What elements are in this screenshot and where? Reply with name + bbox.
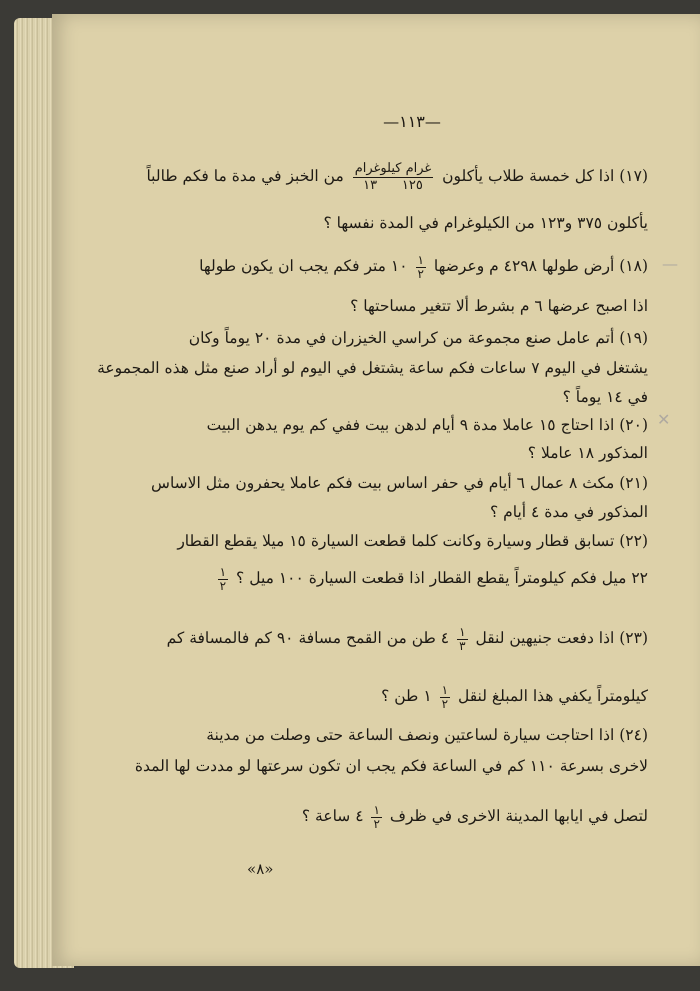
pencil-mark-icon: — — [662, 254, 678, 273]
problem-21-line-1: (٢١) مكث ٨ عمال ٦ أيام في حفر اساس بيت فكم عاملا يحفرون مثل الاساس — [151, 474, 648, 492]
problem-24-text-b: ٤ ساعة ؟ — [301, 807, 364, 826]
problem-18-text-a: (١٨) أرض طولها ٤٢٩٨ م وعرضها — [433, 257, 648, 276]
problem-17-unit-fraction — [353, 161, 434, 193]
pencil-cross-mark-icon: ✕ — [657, 410, 671, 429]
problem-23-text-a: (٢٣) اذا دفعت جنيهين لنقل — [475, 629, 648, 648]
problem-19-line-3: في ١٤ يوماً ؟ — [562, 388, 648, 406]
problem-18-line-1 — [199, 254, 648, 280]
problem-23-fraction-1 — [457, 626, 467, 652]
problem-23-fraction-2 — [440, 684, 450, 710]
problem-24-fraction-numerator: ١ — [373, 803, 380, 817]
problem-22-text: ٢٢ ميل فكم كيلومتراً يقطع القطار اذا قطعت السيارة ١٠٠ ميل ؟ — [236, 569, 648, 588]
problem-23-text-c: كيلومتراً يكفي هذا المبلغ لنقل — [457, 687, 648, 706]
problem-18-fraction-numerator: ١ — [417, 253, 424, 267]
problem-22-fraction-numerator: ١ — [219, 565, 227, 579]
problem-18-fraction — [416, 254, 426, 280]
problem-21-line-2: المذكور في مدة ٤ أيام ؟ — [489, 503, 648, 521]
problem-22-line-2 — [215, 566, 648, 592]
problem-24-line-2: لاخرى بسرعة ١١٠ كم في الساعة فكم يجب ان تكون سرعتها لو مددت لها المدة — [134, 757, 648, 775]
problem-23-fraction-1-denominator: ٣ — [459, 638, 466, 653]
problem-17-unit-value-left: ١٢٥ — [401, 177, 423, 193]
problem-22-fraction — [218, 566, 228, 592]
problem-23-fraction-2-numerator: ١ — [441, 683, 449, 697]
book-page — [52, 14, 700, 966]
problem-17-unit-label: غرام كيلوغرام — [354, 161, 432, 176]
problem-24-line-3 — [302, 804, 648, 830]
problem-23-text-d: ١ طن ؟ — [381, 687, 432, 706]
problem-19-line-2: يشتغل في اليوم ٧ ساعات فكم ساعة يشتغل في اليوم لو أراد صنع مثل هذه المجموعة — [97, 359, 648, 377]
problem-17-line-1 — [146, 161, 648, 193]
problem-24-line-1: (٢٤) اذا احتاجت سيارة لساعتين ونصف الساعة حتى وصلت من مدينة — [206, 726, 648, 744]
problem-24-fraction-denominator: ٢ — [373, 816, 380, 831]
problem-18-text-b: ١٠ متر فكم يجب ان يكون طولها — [199, 257, 408, 276]
problem-22-fraction-denominator: ٢ — [219, 578, 227, 593]
problem-24-text-a: لتصل في ايابها المدينة الاخرى في ظرف — [389, 807, 648, 826]
problem-17-line-2: يأكلون ٣٧٥ و١٢٣ من الكيلوغرام في المدة نفسها ؟ — [323, 214, 648, 232]
problem-17-text-a: (١٧) اذا كل خمسة طلاب يأكلون — [442, 167, 648, 186]
problem-22-line-1: (٢٢) تسابق قطار وسيارة وكانت كلما قطعت السيارة ١٥ ميلا يقطع القطار — [177, 532, 648, 550]
problem-19-line-1: (١٩) أتم عامل صنع مجموعة من كراسي الخيزران في مدة ٢٠ يوماً وكان — [188, 329, 648, 347]
page-number: —١١٣— — [383, 112, 441, 131]
problem-17-unit-values — [353, 178, 434, 194]
problem-23-fraction-2-denominator: ٢ — [441, 696, 449, 711]
problem-23-line-2 — [381, 684, 648, 710]
problem-17-text-b: من الخبز في مدة ما فكم طالباً — [146, 167, 344, 186]
problem-18-fraction-denominator: ٢ — [417, 266, 424, 281]
problem-24-fraction — [371, 804, 381, 830]
problem-20-line-2: المذكور ١٨ عاملا ؟ — [527, 444, 648, 462]
problem-23-fraction-1-numerator: ١ — [459, 625, 466, 639]
problem-23-line-1 — [167, 626, 648, 652]
problem-17-unit-value-right: ١٣ — [363, 177, 378, 193]
page-footer-mark: «٨» — [247, 860, 274, 878]
problem-23-text-b: ٤ طن من القمح مسافة ٩٠ كم فالمسافة كم — [166, 629, 450, 648]
problem-20-line-1: (٢٠) اذا احتاج ١٥ عاملا مدة ٩ أيام لدهن بيت ففي كم يوم يدهن البيت — [206, 416, 648, 434]
problem-18-line-2: اذا اصبح عرضها ٦ م بشرط ألا تتغير مساحتها ؟ — [350, 297, 648, 315]
